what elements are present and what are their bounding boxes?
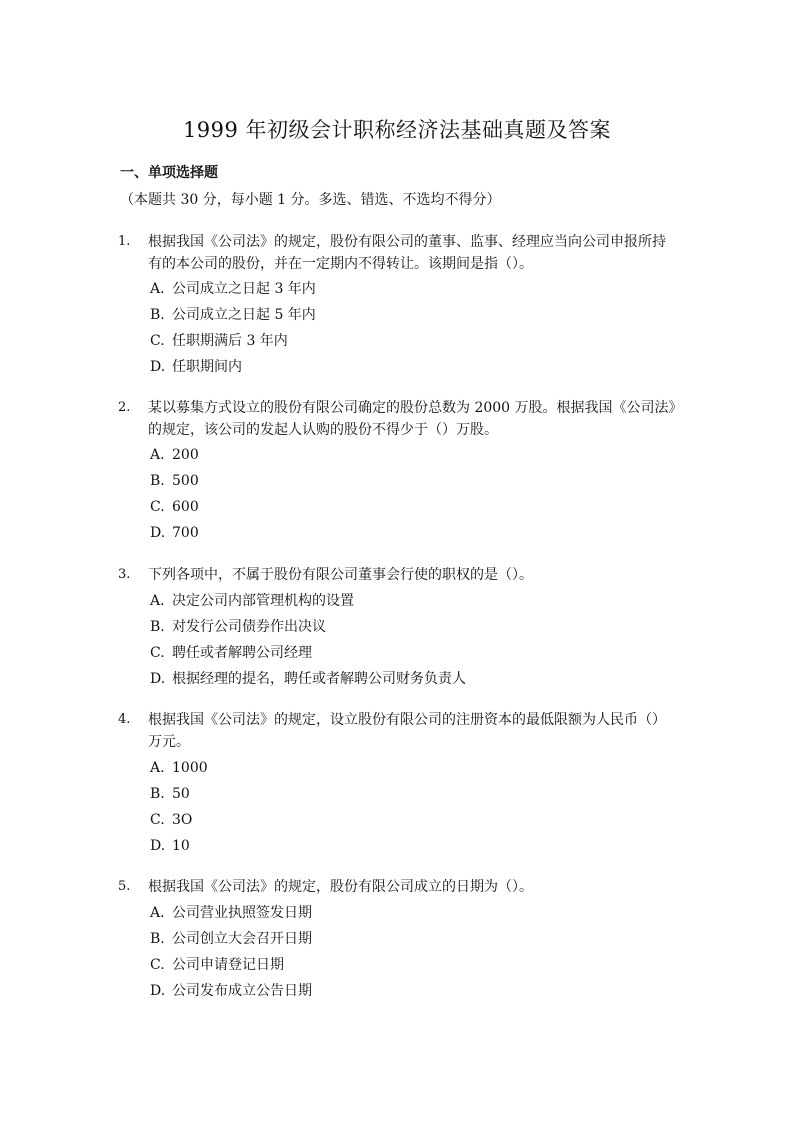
option-text: 500 [172, 473, 199, 489]
option-text: 10 [172, 838, 190, 854]
option-letter: B. [150, 307, 165, 323]
option-a [150, 278, 316, 300]
option-letter: C. [150, 499, 165, 515]
question-stem: 根据我国《公司法》的规定，股份有限公司的董事、监事、经理应当向公司申报所持有的本公司的股份，并在一定期内不得转让。该期间是指（）。 [148, 234, 666, 272]
option-text: 任职期间内 [172, 359, 242, 375]
option-letter: A. [150, 593, 165, 609]
option-c [150, 496, 199, 518]
option-c [150, 642, 312, 664]
option-text: 200 [172, 447, 199, 463]
question-number: 4. [118, 712, 131, 727]
option-text: 3O [172, 812, 193, 828]
option-letter: D. [150, 983, 166, 999]
option-c [150, 330, 288, 352]
option-letter: C. [150, 645, 165, 661]
option-text: 公司发布成立公告日期 [172, 983, 312, 999]
option-letter: D. [150, 671, 166, 687]
option-text: 600 [172, 499, 199, 515]
option-letter: A. [150, 760, 165, 776]
option-b [150, 928, 312, 950]
option-b [150, 616, 326, 638]
option-text: 700 [172, 525, 199, 541]
option-text: 对发行公司债券作出决议 [172, 619, 326, 635]
option-text: 1000 [172, 760, 208, 776]
section-heading: 一、单项选择题 [120, 165, 218, 181]
option-d [150, 980, 312, 1002]
option-text: 公司创立大会召开日期 [172, 931, 312, 947]
option-letter: B. [150, 931, 165, 947]
option-letter: B. [150, 473, 165, 489]
question-number: 3. [118, 567, 131, 582]
option-d [150, 668, 466, 690]
document-title: 1999 年初级会计职称经济法基础真题及答案 [182, 118, 612, 142]
option-text: 聘任或者解聘公司经理 [172, 645, 312, 661]
option-a [150, 444, 199, 466]
option-text: 公司成立之日起 5 年内 [172, 307, 316, 323]
option-letter: A. [150, 447, 165, 463]
option-b [150, 783, 190, 805]
option-d [150, 522, 199, 544]
question-stem: 根据我国《公司法》的规定，股份有限公司成立的日期为（）。 [148, 879, 533, 895]
option-text: 公司申请登记日期 [172, 957, 284, 973]
option-letter: C. [150, 812, 165, 828]
option-letter: A. [150, 905, 165, 921]
option-text: 公司成立之日起 3 年内 [172, 281, 316, 297]
option-c [150, 954, 284, 976]
question-number: 5. [118, 879, 131, 894]
question-number: 1. [118, 234, 131, 249]
option-d [150, 835, 190, 857]
section-instructions: （本题共 30 分，每小题 1 分。多选、错选、不选均不得分） [120, 192, 501, 208]
option-letter: A. [150, 281, 165, 297]
option-c [150, 809, 192, 831]
question-stem: 根据我国《公司法》的规定，设立股份有限公司的注册资本的最低限额为人民币（）万元。 [148, 712, 666, 750]
option-text: 决定公司内部管理机构的设置 [172, 593, 354, 609]
option-d [150, 356, 242, 378]
question-stem: 某以募集方式设立的股份有限公司确定的股份总数为 2000 万股。根据我国《公司法》的规定，该公司的发起人认购的股份不得少于（）万股。 [148, 400, 676, 438]
question-stem: 下列各项中，不属于股份有限公司董事会行使的职权的是（）。 [148, 567, 533, 583]
option-text: 根据经理的提名，聘任或者解聘公司财务负责人 [172, 671, 466, 687]
option-letter: D. [150, 525, 166, 541]
option-text: 任职期满后 3 年内 [172, 333, 288, 349]
option-a [150, 590, 354, 612]
option-letter: D. [150, 359, 166, 375]
option-b [150, 304, 316, 326]
option-letter: C. [150, 957, 165, 973]
question-number: 2. [118, 400, 131, 415]
option-a [150, 902, 312, 924]
option-letter: C. [150, 333, 165, 349]
option-b [150, 470, 199, 492]
option-letter: B. [150, 786, 165, 802]
option-text: 50 [172, 786, 190, 802]
option-letter: B. [150, 619, 165, 635]
option-text: 公司营业执照签发日期 [172, 905, 312, 921]
option-a [150, 757, 208, 779]
option-letter: D. [150, 838, 166, 854]
